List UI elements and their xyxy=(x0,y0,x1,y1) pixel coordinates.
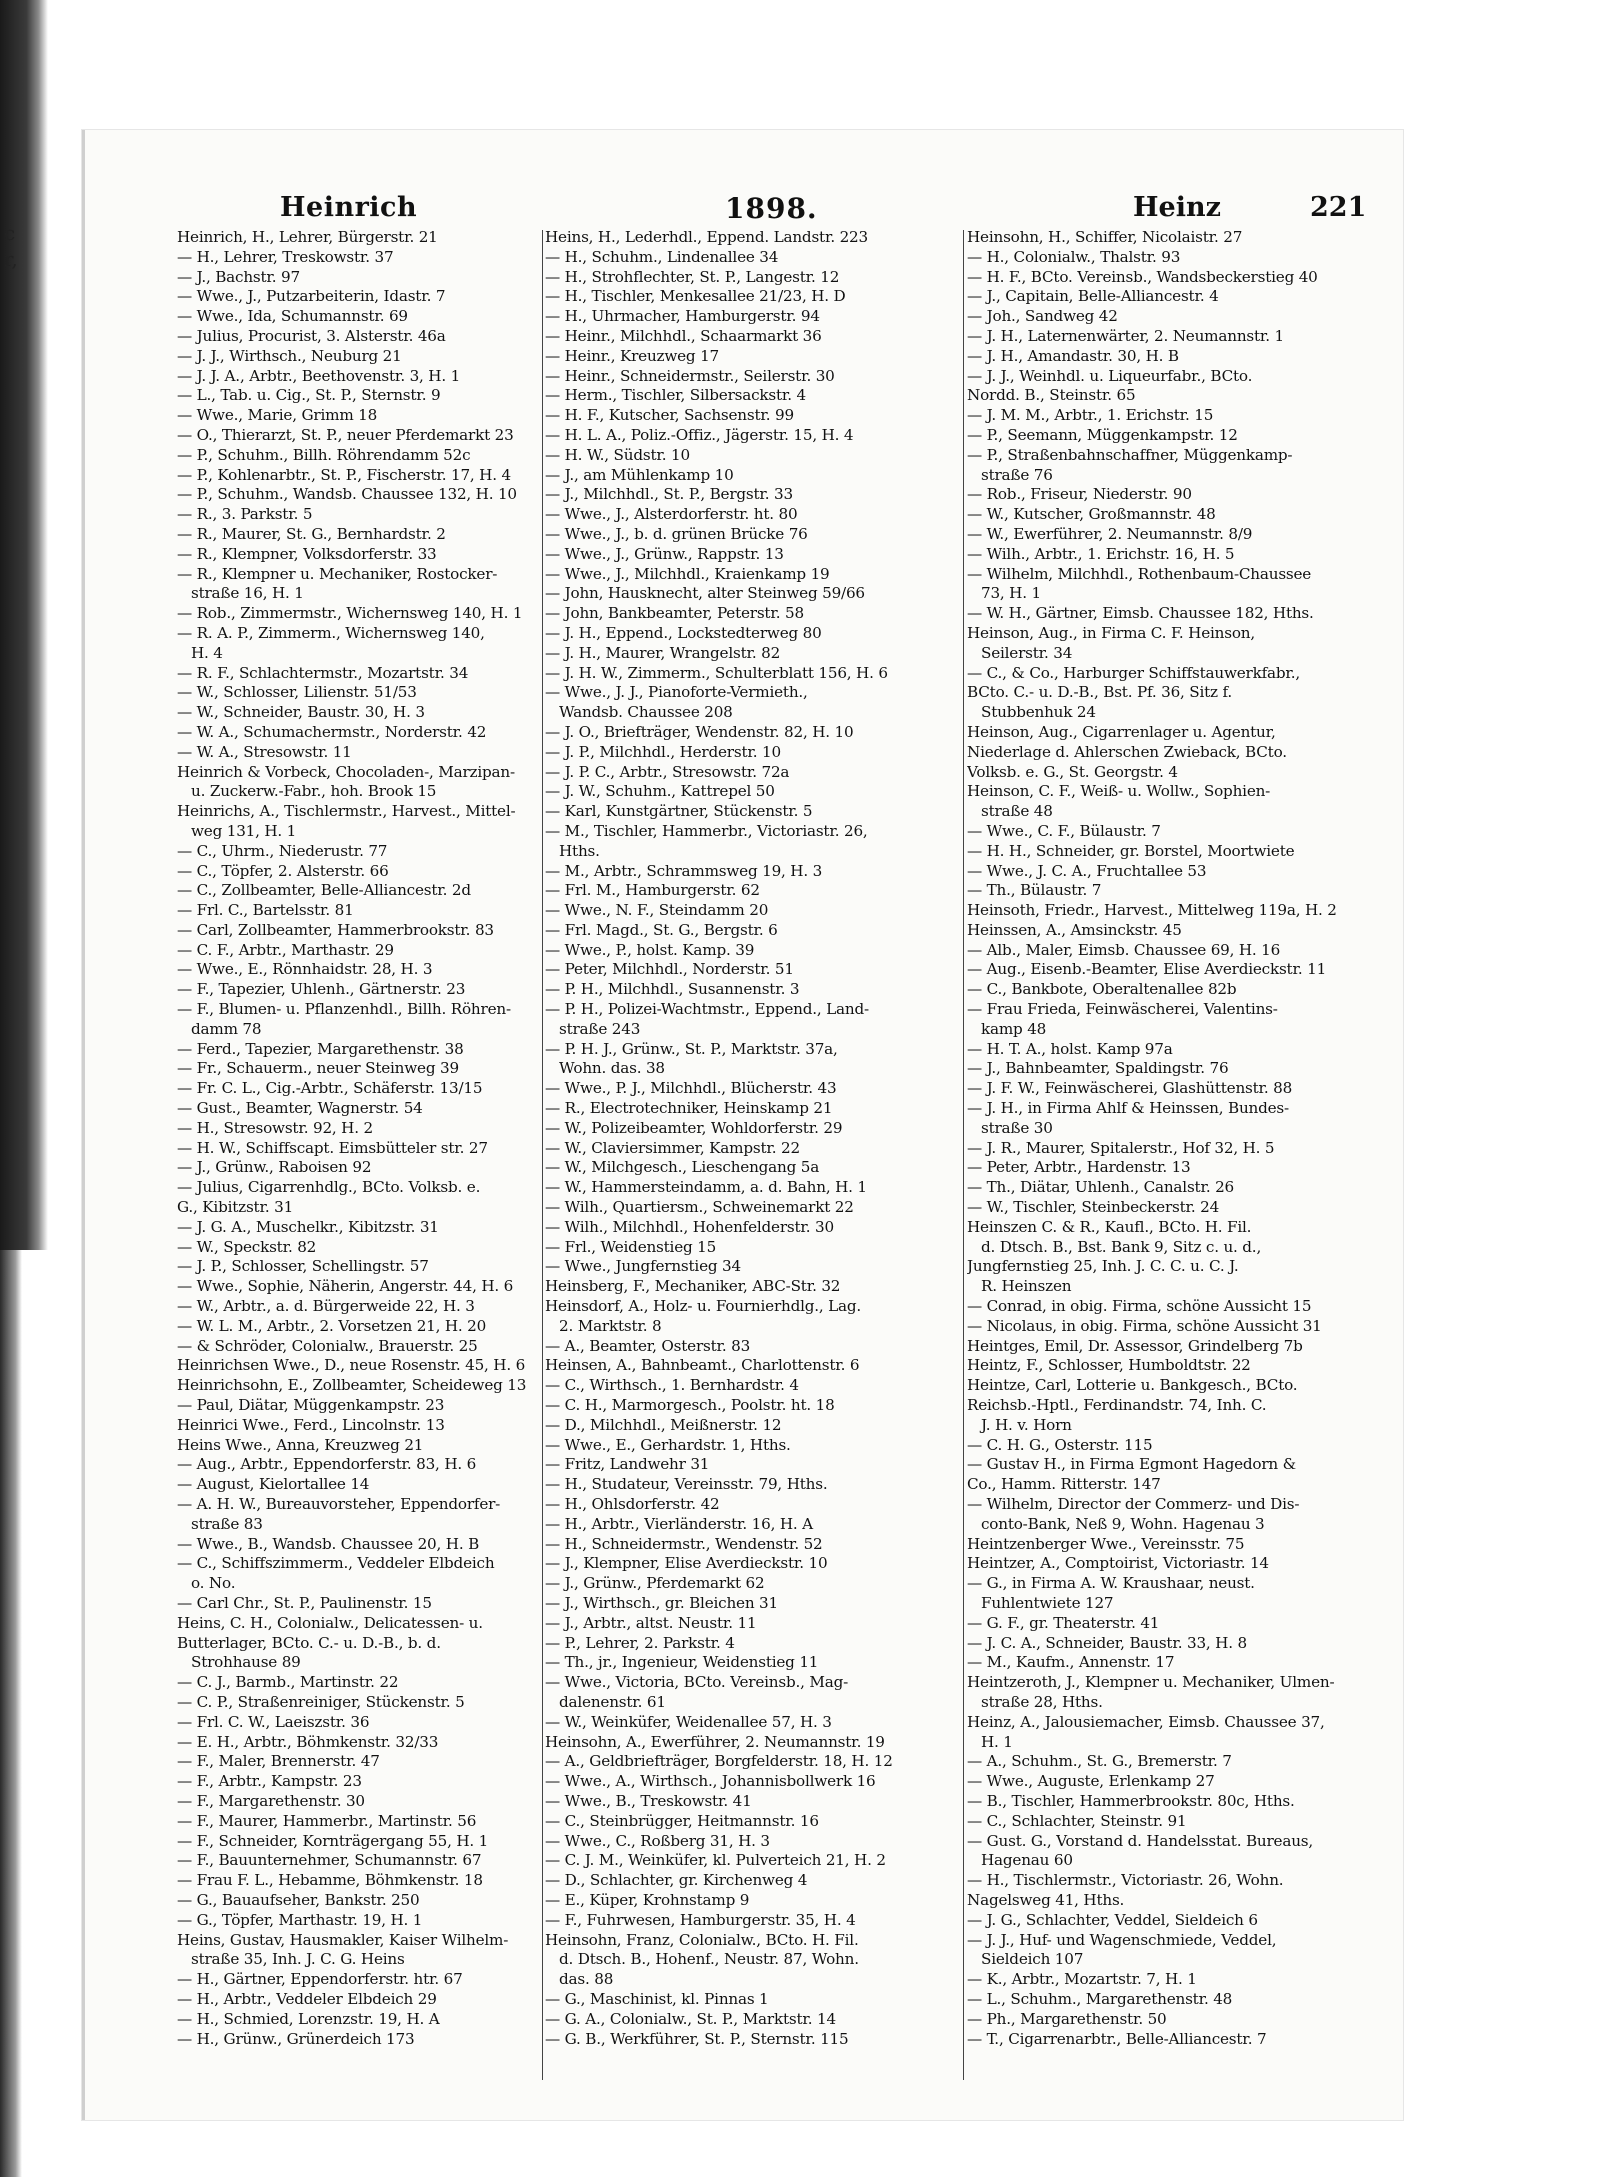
directory-entry-line: — J. J. A., Arbtr., Beethovenstr. 3, H. 1 xyxy=(177,366,461,385)
directory-entry-line: — G., in Firma A. W. Kraushaar, neust. xyxy=(967,1574,1255,1593)
directory-entry-line: — C., Wirthsch., 1. Bernhardstr. 4 xyxy=(545,1376,799,1395)
directory-entry-line: — Ferd., Tapezier, Margarethenstr. 38 xyxy=(177,1039,464,1058)
directory-entry-line: — W., Kutscher, Großmannstr. 48 xyxy=(967,505,1216,524)
directory-entry-line: straße 76 xyxy=(981,465,1053,484)
directory-entry-line: — Wwe., J., Milchhdl., Kraienkamp 19 xyxy=(545,564,830,583)
directory-entry-line: Nordd. B., Steinstr. 65 xyxy=(967,386,1136,405)
directory-entry-line: — Wwe., N. F., Steindamm 20 xyxy=(545,901,769,920)
directory-entry-line: — Wwe., A., Wirthsch., Johannisbollwerk 16 xyxy=(545,1772,876,1791)
directory-entry-line: — C., Zollbeamter, Belle-Alliancestr. 2d xyxy=(177,881,471,900)
directory-entry-line: — Wilhelm, Director der Commerz- und Dis- xyxy=(967,1495,1300,1513)
directory-entry-line: — J. O., Briefträger, Wendenstr. 82, H. 10 xyxy=(545,722,854,741)
edge-fragment-char xyxy=(4,350,24,376)
directory-entry-line: — Wwe., J., Putzarbeiterin, Idastr. 7 xyxy=(177,287,446,306)
directory-entry-line: — John, Bankbeamter, Peterstr. 58 xyxy=(545,604,804,623)
directory-entry-line: — H., Studateur, Vereinsstr. 79, Hths. xyxy=(545,1475,828,1494)
directory-entry-line: — Wwe., Auguste, Erlenkamp 27 xyxy=(967,1772,1215,1791)
directory-entry-line: — H., Lehrer, Treskowstr. 37 xyxy=(177,247,394,266)
directory-entry-line: — J., Capitain, Belle-Alliancestr. 4 xyxy=(967,287,1219,306)
directory-entry-line: Heintze, Carl, Lotterie u. Bankgesch., BCto. xyxy=(967,1376,1298,1395)
directory-entry-line: — Wwe., Marie, Grimm 18 xyxy=(177,406,378,425)
directory-entry-line: — J. J., Wirthsch., Neuburg 21 xyxy=(177,346,402,365)
directory-entry-line: — C., Steinbrügger, Heitmannstr. 16 xyxy=(545,1811,819,1830)
directory-entry-line: — Wwe., Ida, Schumannstr. 69 xyxy=(177,307,408,326)
directory-entry-line: — C. H. G., Osterstr. 115 xyxy=(967,1435,1153,1454)
directory-entry-line: conto-Bank, Neß 9, Wohn. Hagenau 3 xyxy=(981,1514,1265,1533)
directory-entry-line: — Frl., Weidenstieg 15 xyxy=(545,1237,717,1256)
directory-entry-line: — W. H., Gärtner, Eimsb. Chaussee 182, Hths. xyxy=(967,604,1314,623)
directory-entry-line: Heinsohn, H., Schiffer, Nicolaistr. 27 xyxy=(967,228,1243,246)
directory-entry-line: Reichsb.-Hptl., Ferdinandstr. 74, Inh. C. xyxy=(967,1396,1267,1415)
directory-entry-line: — J. P. C., Arbtr., Stresowstr. 72a xyxy=(545,762,790,781)
directory-entry-line: — H., Ohlsdorferstr. 42 xyxy=(545,1495,720,1513)
directory-entry-line: Heinz, A., Jalousiemacher, Eimsb. Chaussee 37, xyxy=(967,1712,1325,1731)
directory-entry-line: — Fritz, Landwehr 31 xyxy=(545,1455,710,1474)
directory-entry-line: — Frau Frieda, Feinwäscherei, Valentins- xyxy=(967,1000,1278,1019)
directory-entry-line: — Gust. G., Vorstand d. Handelsstat. Bureaus, xyxy=(967,1831,1313,1850)
directory-entry-line: — C. F., Arbtr., Marthastr. 29 xyxy=(177,940,394,959)
directory-entry-line: — G. F., gr. Theaterstr. 41 xyxy=(967,1613,1160,1632)
directory-entry-line: — J. F. W., Feinwäscherei, Glashüttenstr. 88 xyxy=(967,1079,1293,1098)
directory-entry-line: — & Schröder, Colonialw., Brauerstr. 25 xyxy=(177,1336,478,1355)
directory-entry-line: Heins, H., Lederhdl., Eppend. Landstr. 223 xyxy=(545,228,868,246)
directory-entry-line: Heintzenberger Wwe., Vereinsstr. 75 xyxy=(967,1534,1245,1553)
directory-entry-line: — H., Grünw., Grünerdeich 173 xyxy=(177,2029,415,2048)
directory-entry-line: — H., Uhrmacher, Hamburgerstr. 94 xyxy=(545,307,820,326)
directory-entry-line: — W., Tischler, Steinbeckerstr. 24 xyxy=(967,1198,1220,1217)
directory-entry-line: — J. R., Maurer, Spitalerstr., Hof 32, H. 5 xyxy=(967,1138,1275,1157)
directory-entry-line: J. H. v. Horn xyxy=(981,1415,1072,1434)
directory-entry-line: — J. H., Eppend., Lockstedterweg 80 xyxy=(545,623,822,642)
directory-entry-line: — F., Bauunternehmer, Schumannstr. 67 xyxy=(177,1851,482,1870)
directory-entry-line: — Frl. M., Hamburgerstr. 62 xyxy=(545,881,760,900)
directory-entry-line: Wandsb. Chaussee 208 xyxy=(559,703,733,722)
directory-entry-line: — C., Schlachter, Steinstr. 91 xyxy=(967,1811,1187,1830)
directory-entry-line: — W., Weinküfer, Weidenallee 57, H. 3 xyxy=(545,1712,832,1731)
edge-fragment-char xyxy=(4,298,24,324)
directory-entry-line: — F., Maler, Brennerstr. 47 xyxy=(177,1752,380,1771)
directory-entry-line: — Wwe., Jungfernstieg 34 xyxy=(545,1257,741,1276)
directory-entry-line: straße 35, Inh. J. C. G. Heins xyxy=(191,1950,405,1969)
directory-entry-line: — P., Lehrer, 2. Parkstr. 4 xyxy=(545,1633,735,1652)
directory-entry-line: — J. W., Schuhm., Kattrepel 50 xyxy=(545,782,775,801)
directory-entry-line: — R. A. P., Zimmerm., Wichernsweg 140, xyxy=(177,623,485,642)
directory-entry-line: — H., Colonialw., Thalstr. 93 xyxy=(967,247,1181,266)
directory-entry-line: — D., Milchhdl., Meißnerstr. 12 xyxy=(545,1415,782,1434)
directory-entry-line: — H. H., Schneider, gr. Borstel, Moortwiete xyxy=(967,841,1295,860)
binding-shadow-lower xyxy=(0,1250,22,2177)
directory-entry-line: — Frl. C., Bartelsstr. 81 xyxy=(177,901,354,920)
directory-entry-line: — Wwe., E., Gerhardstr. 1, Hths. xyxy=(545,1435,791,1454)
directory-entry-line: — Carl, Zollbeamter, Hammerbrookstr. 83 xyxy=(177,920,494,939)
directory-entry-line: — R., Klempner, Volksdorferstr. 33 xyxy=(177,544,437,563)
directory-entry-line: — J. H., Maurer, Wrangelstr. 82 xyxy=(545,643,781,662)
directory-entry-line: — L., Tab. u. Cig., St. P., Sternstr. 9 xyxy=(177,386,441,405)
directory-entry-line: — H., Schuhm., Lindenallee 34 xyxy=(545,247,779,266)
directory-entry-line: — Wilh., Milchhdl., Hohenfelderstr. 30 xyxy=(545,1217,834,1236)
directory-entry-line: — W., Schlosser, Lilienstr. 51/53 xyxy=(177,683,417,702)
directory-entry-line: — Wwe., Sophie, Näherin, Angerstr. 44, H. 6 xyxy=(177,1277,514,1296)
directory-entry-line: — G. B., Werkführer, St. P., Sternstr. 115 xyxy=(545,2029,849,2048)
directory-entry-line: — J. M. M., Arbtr., 1. Erichstr. 15 xyxy=(967,406,1214,425)
directory-entry-line: Wohn. das. 38 xyxy=(559,1059,665,1078)
directory-entry-line: — H. L. A., Poliz.-Offiz., Jägerstr. 15, H. 4 xyxy=(545,425,854,444)
directory-entry-line: — J. J., Huf- und Wagenschmiede, Veddel, xyxy=(967,1930,1277,1949)
directory-entry-line: — P., Straßenbahnschaffner, Müggenkamp- xyxy=(967,445,1293,464)
directory-entry-line: — A., Schuhm., St. G., Bremerstr. 7 xyxy=(967,1752,1232,1771)
directory-entry-line: — Wwe., Victoria, BCto. Vereinsb., Mag- xyxy=(545,1673,849,1692)
edge-fragment-char: r, xyxy=(4,247,18,271)
directory-entry-line: — W. A., Stresowstr. 11 xyxy=(177,742,352,761)
directory-entry-line: — J. G. A., Muschelkr., Kibitzstr. 31 xyxy=(177,1217,439,1236)
directory-entry-line: Jungfernstieg 25, Inh. J. C. C. u. C. J. xyxy=(967,1257,1239,1276)
directory-entry-line: weg 131, H. 1 xyxy=(191,821,297,840)
directory-entry-line: Heins, Gustav, Hausmakler, Kaiser Wilhelm- xyxy=(177,1930,509,1949)
directory-entry-line: — Gust., Beamter, Wagnerstr. 54 xyxy=(177,1099,423,1118)
directory-entry-line: — Frl. Magd., St. G., Bergstr. 6 xyxy=(545,920,778,939)
directory-entry-line: — Wwe., J. J., Pianoforte-Vermieth., xyxy=(545,683,808,702)
directory-entry-line: — Wwe., J., Grünw., Rappstr. 13 xyxy=(545,544,784,563)
directory-entry-line: — C., Bankbote, Oberaltenallee 82b xyxy=(967,980,1237,999)
page-number: 221 xyxy=(1310,192,1367,223)
directory-entry-line: Co., Hamm. Ritterstr. 147 xyxy=(967,1475,1161,1494)
directory-entry-line: kamp 48 xyxy=(981,1019,1047,1038)
directory-entry-line: d. Dtsch. B., Hohenf., Neustr. 87, Wohn. xyxy=(559,1950,859,1969)
directory-entry-line: — Wwe., P., holst. Kamp. 39 xyxy=(545,940,755,959)
directory-entry-line: — John, Hausknecht, alter Steinweg 59/66 xyxy=(545,584,865,603)
binding-shadow xyxy=(0,0,48,1250)
directory-entry-line: — J., Grünw., Raboisen 92 xyxy=(177,1158,372,1177)
directory-entry-line: — Frau F. L., Hebamme, Böhmkenstr. 18 xyxy=(177,1871,483,1890)
directory-entry-line: — J., Milchhdl., St. P., Bergstr. 33 xyxy=(545,485,793,504)
directory-entry-line: — Alb., Maler, Eimsb. Chaussee 69, H. 16 xyxy=(967,940,1281,959)
directory-entry-line: — M., Arbtr., Schrammsweg 19, H. 3 xyxy=(545,861,823,880)
directory-entry-line: — J. P., Milchhdl., Herderstr. 10 xyxy=(545,742,781,761)
directory-entry-line: — H. F., Kutscher, Sachsenstr. 99 xyxy=(545,406,794,425)
directory-entry-line: — H., Tischler, Menkesallee 21/23, H. D xyxy=(545,287,846,306)
directory-entry-line: — Conrad, in obig. Firma, schöne Aussicht 15 xyxy=(967,1297,1312,1316)
directory-entry-line: — Paul, Diätar, Müggenkampstr. 23 xyxy=(177,1396,445,1415)
directory-entry-line: Heinrich, H., Lehrer, Bürgerstr. 21 xyxy=(177,228,438,246)
directory-entry-line: — J. J., Weinhdl. u. Liqueurfabr., BCto. xyxy=(967,366,1253,385)
directory-entry-line: Heinrichsohn, E., Zollbeamter, Scheideweg 13 xyxy=(177,1376,527,1395)
directory-entry-line: straße 30 xyxy=(981,1118,1053,1137)
directory-entry-line: Heinsoth, Friedr., Harvest., Mittelweg 119a, H. 2 xyxy=(967,901,1337,920)
directory-entry-line: — H., Tischlermstr., Victoriastr. 26, Wohn. xyxy=(967,1871,1284,1890)
directory-entry-line: straße 16, H. 1 xyxy=(191,584,304,603)
directory-entry-line: — M., Tischler, Hammerbr., Victoriastr. 26, xyxy=(545,821,868,840)
directory-entry-line: — F., Blumen- u. Pflanzenhdl., Billh. Röhren- xyxy=(177,1000,511,1019)
directory-entry-line: — H. T. A., holst. Kamp 97a xyxy=(967,1039,1173,1058)
directory-entry-line: — W. A., Schumachermstr., Norderstr. 42 xyxy=(177,722,487,741)
directory-entry-line: — W. L. M., Arbtr., 2. Vorsetzen 21, H. 20 xyxy=(177,1316,487,1335)
directory-entry-line: — L., Schuhm., Margarethenstr. 48 xyxy=(967,1989,1233,2008)
directory-entry-line: — Peter, Milchhdl., Norderstr. 51 xyxy=(545,960,794,979)
directory-entry-line: — W., Ewerführer, 2. Neumannstr. 8/9 xyxy=(967,524,1253,543)
directory-entry-line: — Wwe., J., b. d. grünen Brücke 76 xyxy=(545,524,808,543)
directory-entry-line: — G., Maschinist, kl. Pinnas 1 xyxy=(545,1989,769,2008)
directory-entry-line: Fuhlentwiete 127 xyxy=(981,1593,1114,1612)
directory-entry-line: — W., Hammersteindamm, a. d. Bahn, H. 1 xyxy=(545,1178,867,1197)
directory-entry-line: — Wilh., Quartiersm., Schweinemarkt 22 xyxy=(545,1198,854,1217)
directory-entry-line: Heinsohn, Franz, Colonialw., BCto. H. Fil. xyxy=(545,1930,859,1949)
directory-entry-line: — Wwe., B., Treskowstr. 41 xyxy=(545,1791,752,1810)
directory-entry-line: — Wwe., B., Wandsb. Chaussee 20, H. B xyxy=(177,1534,480,1553)
directory-entry-line: Heinrichs, A., Tischlermstr., Harvest., Mittel- xyxy=(177,802,516,821)
directory-entry-line: Stubbenhuk 24 xyxy=(981,703,1096,722)
directory-entry-line: — Heinr., Milchhdl., Schaarmarkt 36 xyxy=(545,326,822,345)
directory-entry-line: d. Dtsch. B., Bst. Bank 9, Sitz c. u. d., xyxy=(981,1237,1262,1256)
directory-entry-line: Heinrich & Vorbeck, Chocoladen-, Marzipan- xyxy=(177,762,515,781)
directory-entry-line: — R., Electrotechniker, Heinskamp 21 xyxy=(545,1099,833,1118)
directory-entry-line: — W., Schneider, Baustr. 30, H. 3 xyxy=(177,703,425,722)
directory-entry-line: — H. W., Südstr. 10 xyxy=(545,445,690,464)
directory-entry-line: H. 1 xyxy=(981,1732,1013,1751)
directory-entry-line: — Th., Diätar, Uhlenh., Canalstr. 26 xyxy=(967,1178,1235,1197)
directory-entry-line: — G., Bauaufseher, Bankstr. 250 xyxy=(177,1890,420,1909)
directory-entry-line: — R., 3. Parkstr. 5 xyxy=(177,505,313,524)
directory-entry-line: Heinrici Wwe., Ferd., Lincolnstr. 13 xyxy=(177,1415,445,1434)
directory-entry-line: — R., Klempner u. Mechaniker, Rostocker- xyxy=(177,564,498,583)
directory-entry-line: — K., Arbtr., Mozartstr. 7, H. 1 xyxy=(967,1970,1197,1989)
directory-entry-line: — Frl. C. W., Laeiszstr. 36 xyxy=(177,1712,370,1731)
directory-entry-line: — J. G., Schlachter, Veddel, Sieldeich 6 xyxy=(967,1910,1258,1929)
directory-entry-line: — J. P., Schlosser, Schellingstr. 57 xyxy=(177,1257,429,1276)
directory-entry-line: Heinszen C. & R., Kaufl., BCto. H. Fil. xyxy=(967,1217,1252,1236)
directory-entry-line: — J., am Mühlenkamp 10 xyxy=(545,465,734,484)
column-3 xyxy=(967,228,1397,2108)
directory-entry-line: — T., Cigarrenarbtr., Belle-Alliancestr. 7 xyxy=(967,2029,1267,2048)
directory-entry-line: Heinsdorf, A., Holz- u. Fournierhdlg., Lag. xyxy=(545,1297,862,1316)
page-header xyxy=(85,192,1403,232)
header-right-keyword: Heinz xyxy=(1133,192,1221,223)
directory-entry-line: Heintz, F., Schlosser, Humboldtstr. 22 xyxy=(967,1356,1251,1375)
edge-fragment-char xyxy=(4,324,24,350)
directory-entry-line: — C., Uhrm., Niederustr. 77 xyxy=(177,841,388,860)
directory-entry-line: — Herm., Tischler, Silbersackstr. 4 xyxy=(545,386,807,405)
directory-entry-line: — A., Geldbriefträger, Borgfelderstr. 18, H. 12 xyxy=(545,1752,893,1771)
directory-entry-line: Heinsohn, A., Ewerführer, 2. Neumannstr. 19 xyxy=(545,1732,885,1751)
directory-entry-line: — Rob., Zimmermstr., Wichernsweg 140, H. 1 xyxy=(177,604,523,623)
directory-entry-line: u. Zuckerw.-Fabr., hoh. Brook 15 xyxy=(191,782,437,801)
directory-entry-line: Heintges, Emil, Dr. Assessor, Grindelberg 7b xyxy=(967,1336,1303,1355)
directory-entry-line: Heins, C. H., Colonialw., Delicatessen- u. xyxy=(177,1613,483,1632)
directory-entry-line: — A. H. W., Bureauvorsteher, Eppendorfer- xyxy=(177,1495,501,1513)
directory-entry-line: R. Heinszen xyxy=(981,1277,1072,1296)
directory-entry-line: — P. H., Polizei-Wachtmstr., Eppend., Land- xyxy=(545,1000,869,1019)
directory-entry-line: Heinrichsen Wwe., D., neue Rosenstr. 45, H. 6 xyxy=(177,1356,526,1375)
directory-entry-line: — Wilh., Arbtr., 1. Erichstr. 16, H. 5 xyxy=(967,544,1235,563)
directory-entry-line: — P. H. J., Grünw., St. P., Marktstr. 37a, xyxy=(545,1039,838,1058)
directory-entry-line: — P. H., Milchhdl., Susannenstr. 3 xyxy=(545,980,800,999)
directory-entry-line: — P., Schuhm., Billh. Röhrendamm 52c xyxy=(177,445,471,464)
directory-entry-line: — W., Polizeibeamter, Wohldorferstr. 29 xyxy=(545,1118,843,1137)
directory-entry-line: straße 48 xyxy=(981,802,1053,821)
directory-entry-line: — J., Bachstr. 97 xyxy=(177,267,300,286)
directory-entry-line: — H., Gärtner, Eppendorferstr. htr. 67 xyxy=(177,1970,463,1989)
directory-entry-line: Heinsen, A., Bahnbeamt., Charlottenstr. 6 xyxy=(545,1356,860,1375)
directory-entry-line: — August, Kielortallee 14 xyxy=(177,1475,370,1494)
directory-entry-line: — J., Klempner, Elise Averdieckstr. 10 xyxy=(545,1554,828,1573)
directory-entry-line: Hagenau 60 xyxy=(981,1851,1073,1870)
edge-fragment-char xyxy=(4,402,24,428)
directory-entry-line: — Gustav H., in Firma Egmont Hagedorn & xyxy=(967,1455,1296,1474)
directory-entry-line: — H., Stresowstr. 92, H. 2 xyxy=(177,1118,373,1137)
directory-entry-line: — J. C. A., Schneider, Baustr. 33, H. 8 xyxy=(967,1633,1247,1652)
directory-entry-line: — B., Tischler, Hammerbrookstr. 80c, Hths. xyxy=(967,1791,1295,1810)
directory-entry-line: Heins Wwe., Anna, Kreuzweg 21 xyxy=(177,1435,424,1454)
directory-entry-line: — Th., Bülaustr. 7 xyxy=(967,881,1102,900)
directory-entry-line: Sieldeich 107 xyxy=(981,1950,1084,1969)
edge-fragment-char xyxy=(4,272,24,298)
directory-entry-line: — C. J. M., Weinküfer, kl. Pulverteich 21, H. 2 xyxy=(545,1851,886,1870)
directory-entry-line: — Rob., Friseur, Niederstr. 90 xyxy=(967,485,1192,504)
directory-entry-line: — C., Töpfer, 2. Alsterstr. 66 xyxy=(177,861,389,880)
directory-entry-line: Nagelsweg 41, Hths. xyxy=(967,1890,1125,1909)
directory-page xyxy=(82,130,1403,2120)
directory-entry-line: — H., Strohflechter, St. P., Langestr. 12 xyxy=(545,267,840,286)
directory-entry-line: — J. H., in Firma Ahlf & Heinssen, Bundes- xyxy=(967,1099,1289,1118)
directory-entry-line: — E., Küper, Krohnstamp 9 xyxy=(545,1890,750,1909)
directory-entry-line: — Aug., Arbtr., Eppendorferstr. 83, H. 6 xyxy=(177,1455,477,1474)
directory-entry-line: o. No. xyxy=(191,1574,236,1593)
column-1 xyxy=(177,228,607,2108)
directory-entry-line: — Aug., Eisenb.-Beamter, Elise Averdieckstr. 11 xyxy=(967,960,1327,979)
directory-entry-line: — H., Schmied, Lorenzstr. 19, H. A xyxy=(177,2009,440,2028)
directory-entry-line: — H. W., Schiffscapt. Eimsbütteler str. 27 xyxy=(177,1138,488,1157)
directory-entry-line: — E. H., Arbtr., Böhmkenstr. 32/33 xyxy=(177,1732,439,1751)
directory-entry-line: — W., Arbtr., a. d. Bürgerweide 22, H. 3 xyxy=(177,1297,475,1316)
directory-entry-line: — P., Seemann, Müggenkampstr. 12 xyxy=(967,425,1238,444)
directory-entry-line: Butterlager, BCto. C.- u. D.-B., b. d. xyxy=(177,1633,441,1652)
directory-entry-line: — H., Arbtr., Vierländerstr. 16, H. A xyxy=(545,1514,813,1533)
directory-entry-line: — J., Grünw., Pferdemarkt 62 xyxy=(545,1574,765,1593)
directory-entry-line: — Julius, Procurist, 3. Alsterstr. 46a xyxy=(177,326,446,345)
directory-entry-line: straße 83 xyxy=(191,1514,263,1533)
directory-entry-line: G., Kibitzstr. 31 xyxy=(177,1198,294,1217)
directory-entry-line: — R., Maurer, St. G., Bernhardstr. 2 xyxy=(177,524,446,543)
header-year: 1898. xyxy=(725,192,818,225)
directory-entry-line: — F., Maurer, Hammerbr., Martinstr. 56 xyxy=(177,1811,477,1830)
directory-entry-line: Heintzer, A., Comptoirist, Victoriastr. 14 xyxy=(967,1554,1269,1573)
directory-entry-line: — J., Arbtr., altst. Neustr. 11 xyxy=(545,1613,757,1632)
directory-entry-line: BCto. C.- u. D.-B., Bst. Pf. 36, Sitz f. xyxy=(967,683,1232,702)
directory-entry-line: — Ph., Margarethenstr. 50 xyxy=(967,2009,1167,2028)
directory-entry-line: — Nicolaus, in obig. Firma, schöne Aussicht 31 xyxy=(967,1316,1322,1335)
directory-entry-line: — F., Tapezier, Uhlenh., Gärtnerstr. 23 xyxy=(177,980,466,999)
directory-entry-line: — Fr. C. L., Cig.-Arbtr., Schäferstr. 13/15 xyxy=(177,1079,483,1098)
directory-entry-line: — Th., jr., Ingenieur, Weidenstieg 11 xyxy=(545,1653,819,1672)
directory-entry-line: — A., Beamter, Osterstr. 83 xyxy=(545,1336,751,1355)
directory-entry-line: Heinsberg, F., Mechaniker, ABC-Str. 32 xyxy=(545,1277,841,1296)
directory-entry-line: — Wwe., C. F., Bülaustr. 7 xyxy=(967,821,1161,840)
directory-entry-line: — W., Speckstr. 82 xyxy=(177,1237,317,1256)
directory-entry-line: — W., Milchgesch., Lieschengang 5a xyxy=(545,1158,820,1177)
directory-entry-line: Heinssen, A., Amsinckstr. 45 xyxy=(967,920,1182,939)
directory-entry-line: — Heinr., Kreuzweg 17 xyxy=(545,346,719,365)
directory-entry-line: straße 28, Hths. xyxy=(981,1692,1103,1711)
directory-entry-line: damm 78 xyxy=(191,1019,262,1038)
directory-entry-line: — Fr., Schauerm., neuer Steinweg 39 xyxy=(177,1059,459,1078)
directory-entry-line: — Julius, Cigarrenhdlg., BCto. Volksb. e. xyxy=(177,1178,481,1197)
directory-entry-line: Heinson, Aug., in Firma C. F. Heinson, xyxy=(967,623,1255,642)
directory-entry-line: — R. F., Schlachtermstr., Mozartstr. 34 xyxy=(177,663,469,682)
directory-entry-line: — Heinr., Schneidermstr., Seilerstr. 30 xyxy=(545,366,835,385)
directory-entry-line: — C. P., Straßenreiniger, Stückenstr. 5 xyxy=(177,1692,465,1711)
directory-entry-line: straße 243 xyxy=(559,1019,641,1038)
directory-entry-line: — F., Arbtr., Kampstr. 23 xyxy=(177,1772,362,1791)
directory-entry-line: Seilerstr. 34 xyxy=(981,643,1073,662)
directory-entry-line: — J. H., Amandastr. 30, H. B xyxy=(967,346,1179,365)
directory-entry-line: — Peter, Arbtr., Hardenstr. 13 xyxy=(967,1158,1191,1177)
header-left-keyword: Heinrich xyxy=(280,192,418,223)
directory-entry-line: Heinson, Aug., Cigarrenlager u. Agentur, xyxy=(967,722,1276,741)
directory-entry-line: — J. H., Laternenwärter, 2. Neumannstr. 1 xyxy=(967,326,1285,345)
directory-entry-line: — H., Schneidermstr., Wendenstr. 52 xyxy=(545,1534,823,1553)
directory-entry-line: — P., Kohlenarbtr., St. P., Fischerstr. 17, H. 4 xyxy=(177,465,511,484)
directory-entry-line: Hths. xyxy=(559,841,600,860)
directory-entry-line: — C., & Co., Harburger Schiffstauwerkfabr., xyxy=(967,663,1301,682)
directory-entry-line: Heinson, C. F., Weiß- u. Wollw., Sophien- xyxy=(967,782,1271,801)
directory-entry-line: H. 4 xyxy=(191,643,223,662)
directory-entry-line: — F., Fuhrwesen, Hamburgerstr. 35, H. 4 xyxy=(545,1910,856,1929)
column-2 xyxy=(545,228,975,2108)
edge-fragment-char xyxy=(4,454,24,480)
directory-entry-line: — O., Thierarzt, St. P., neuer Pferdemarkt 23 xyxy=(177,425,514,444)
directory-entry-line: — Wwe., E., Rönnhaidstr. 28, H. 3 xyxy=(177,960,433,979)
directory-entry-line: — Wilhelm, Milchhdl., Rothenbaum-Chaussee xyxy=(967,564,1312,583)
directory-entry-line: — H., Arbtr., Veddeler Elbdeich 29 xyxy=(177,1989,437,2008)
directory-entry-line: Heintzeroth, J., Klempner u. Mechaniker, Ulmen- xyxy=(967,1673,1335,1692)
directory-entry-line: — C. J., Barmb., Martinstr. 22 xyxy=(177,1673,399,1692)
directory-entry-line: — Wwe., J. C. A., Fruchtallee 53 xyxy=(967,861,1207,880)
directory-entry-line: 73, H. 1 xyxy=(981,584,1041,603)
directory-entry-line: — Wwe., P. J., Milchhdl., Blücherstr. 43 xyxy=(545,1079,837,1098)
directory-entry-line: Strohhause 89 xyxy=(191,1653,301,1672)
directory-entry-line: — J. H. W., Zimmerm., Schulterblatt 156, H. 6 xyxy=(545,663,888,682)
edge-fragment-char: c xyxy=(4,221,16,245)
directory-entry-line: — J., Wirthsch., gr. Bleichen 31 xyxy=(545,1593,778,1612)
directory-entry-line: Volksb. e. G., St. Georgstr. 4 xyxy=(967,762,1178,781)
directory-entry-line: 2. Marktstr. 8 xyxy=(559,1316,662,1335)
edge-fragment-char xyxy=(4,376,24,402)
directory-entry-line: das. 88 xyxy=(559,1970,614,1989)
edge-fragment-char xyxy=(4,428,24,454)
directory-entry-line: — W., Claviersimmer, Kampstr. 22 xyxy=(545,1138,800,1157)
directory-entry-line: Niederlage d. Ahlerschen Zwieback, BCto. xyxy=(967,742,1287,761)
directory-entry-line: — C. H., Marmorgesch., Poolstr. ht. 18 xyxy=(545,1396,835,1415)
directory-entry-line: — F., Schneider, Kornträgergang 55, H. 1 xyxy=(177,1831,489,1850)
directory-entry-line: — J., Bahnbeamter, Spaldingstr. 76 xyxy=(967,1059,1229,1078)
directory-entry-line: — Karl, Kunstgärtner, Stückenstr. 5 xyxy=(545,802,813,821)
directory-entry-line: — Joh., Sandweg 42 xyxy=(967,307,1118,326)
directory-entry-line: — P., Schuhm., Wandsb. Chaussee 132, H. 10 xyxy=(177,485,517,504)
directory-entry-line: — G., Töpfer, Marthastr. 19, H. 1 xyxy=(177,1910,423,1929)
directory-entry-line: — Wwe., C., Roßberg 31, H. 3 xyxy=(545,1831,770,1850)
directory-entry-line: — H. F., BCto. Vereinsb., Wandsbeckerstieg 40 xyxy=(967,267,1318,286)
directory-entry-line: — G. A., Colonialw., St. P., Marktstr. 14 xyxy=(545,2009,836,2028)
directory-entry-line: — M., Kaufm., Annenstr. 17 xyxy=(967,1653,1175,1672)
directory-entry-line: — Wwe., J., Alsterdorferstr. ht. 80 xyxy=(545,505,798,524)
previous-page-edge xyxy=(4,220,24,480)
directory-entry-line: — D., Schlachter, gr. Kirchenweg 4 xyxy=(545,1871,808,1890)
directory-entry-line: — Carl Chr., St. P., Paulinenstr. 15 xyxy=(177,1593,432,1612)
directory-entry-line: — F., Margarethenstr. 30 xyxy=(177,1791,365,1810)
directory-entry-line: — C., Schiffszimmerm., Veddeler Elbdeich xyxy=(177,1554,495,1573)
directory-entry-line: dalenenstr. 61 xyxy=(559,1692,666,1711)
